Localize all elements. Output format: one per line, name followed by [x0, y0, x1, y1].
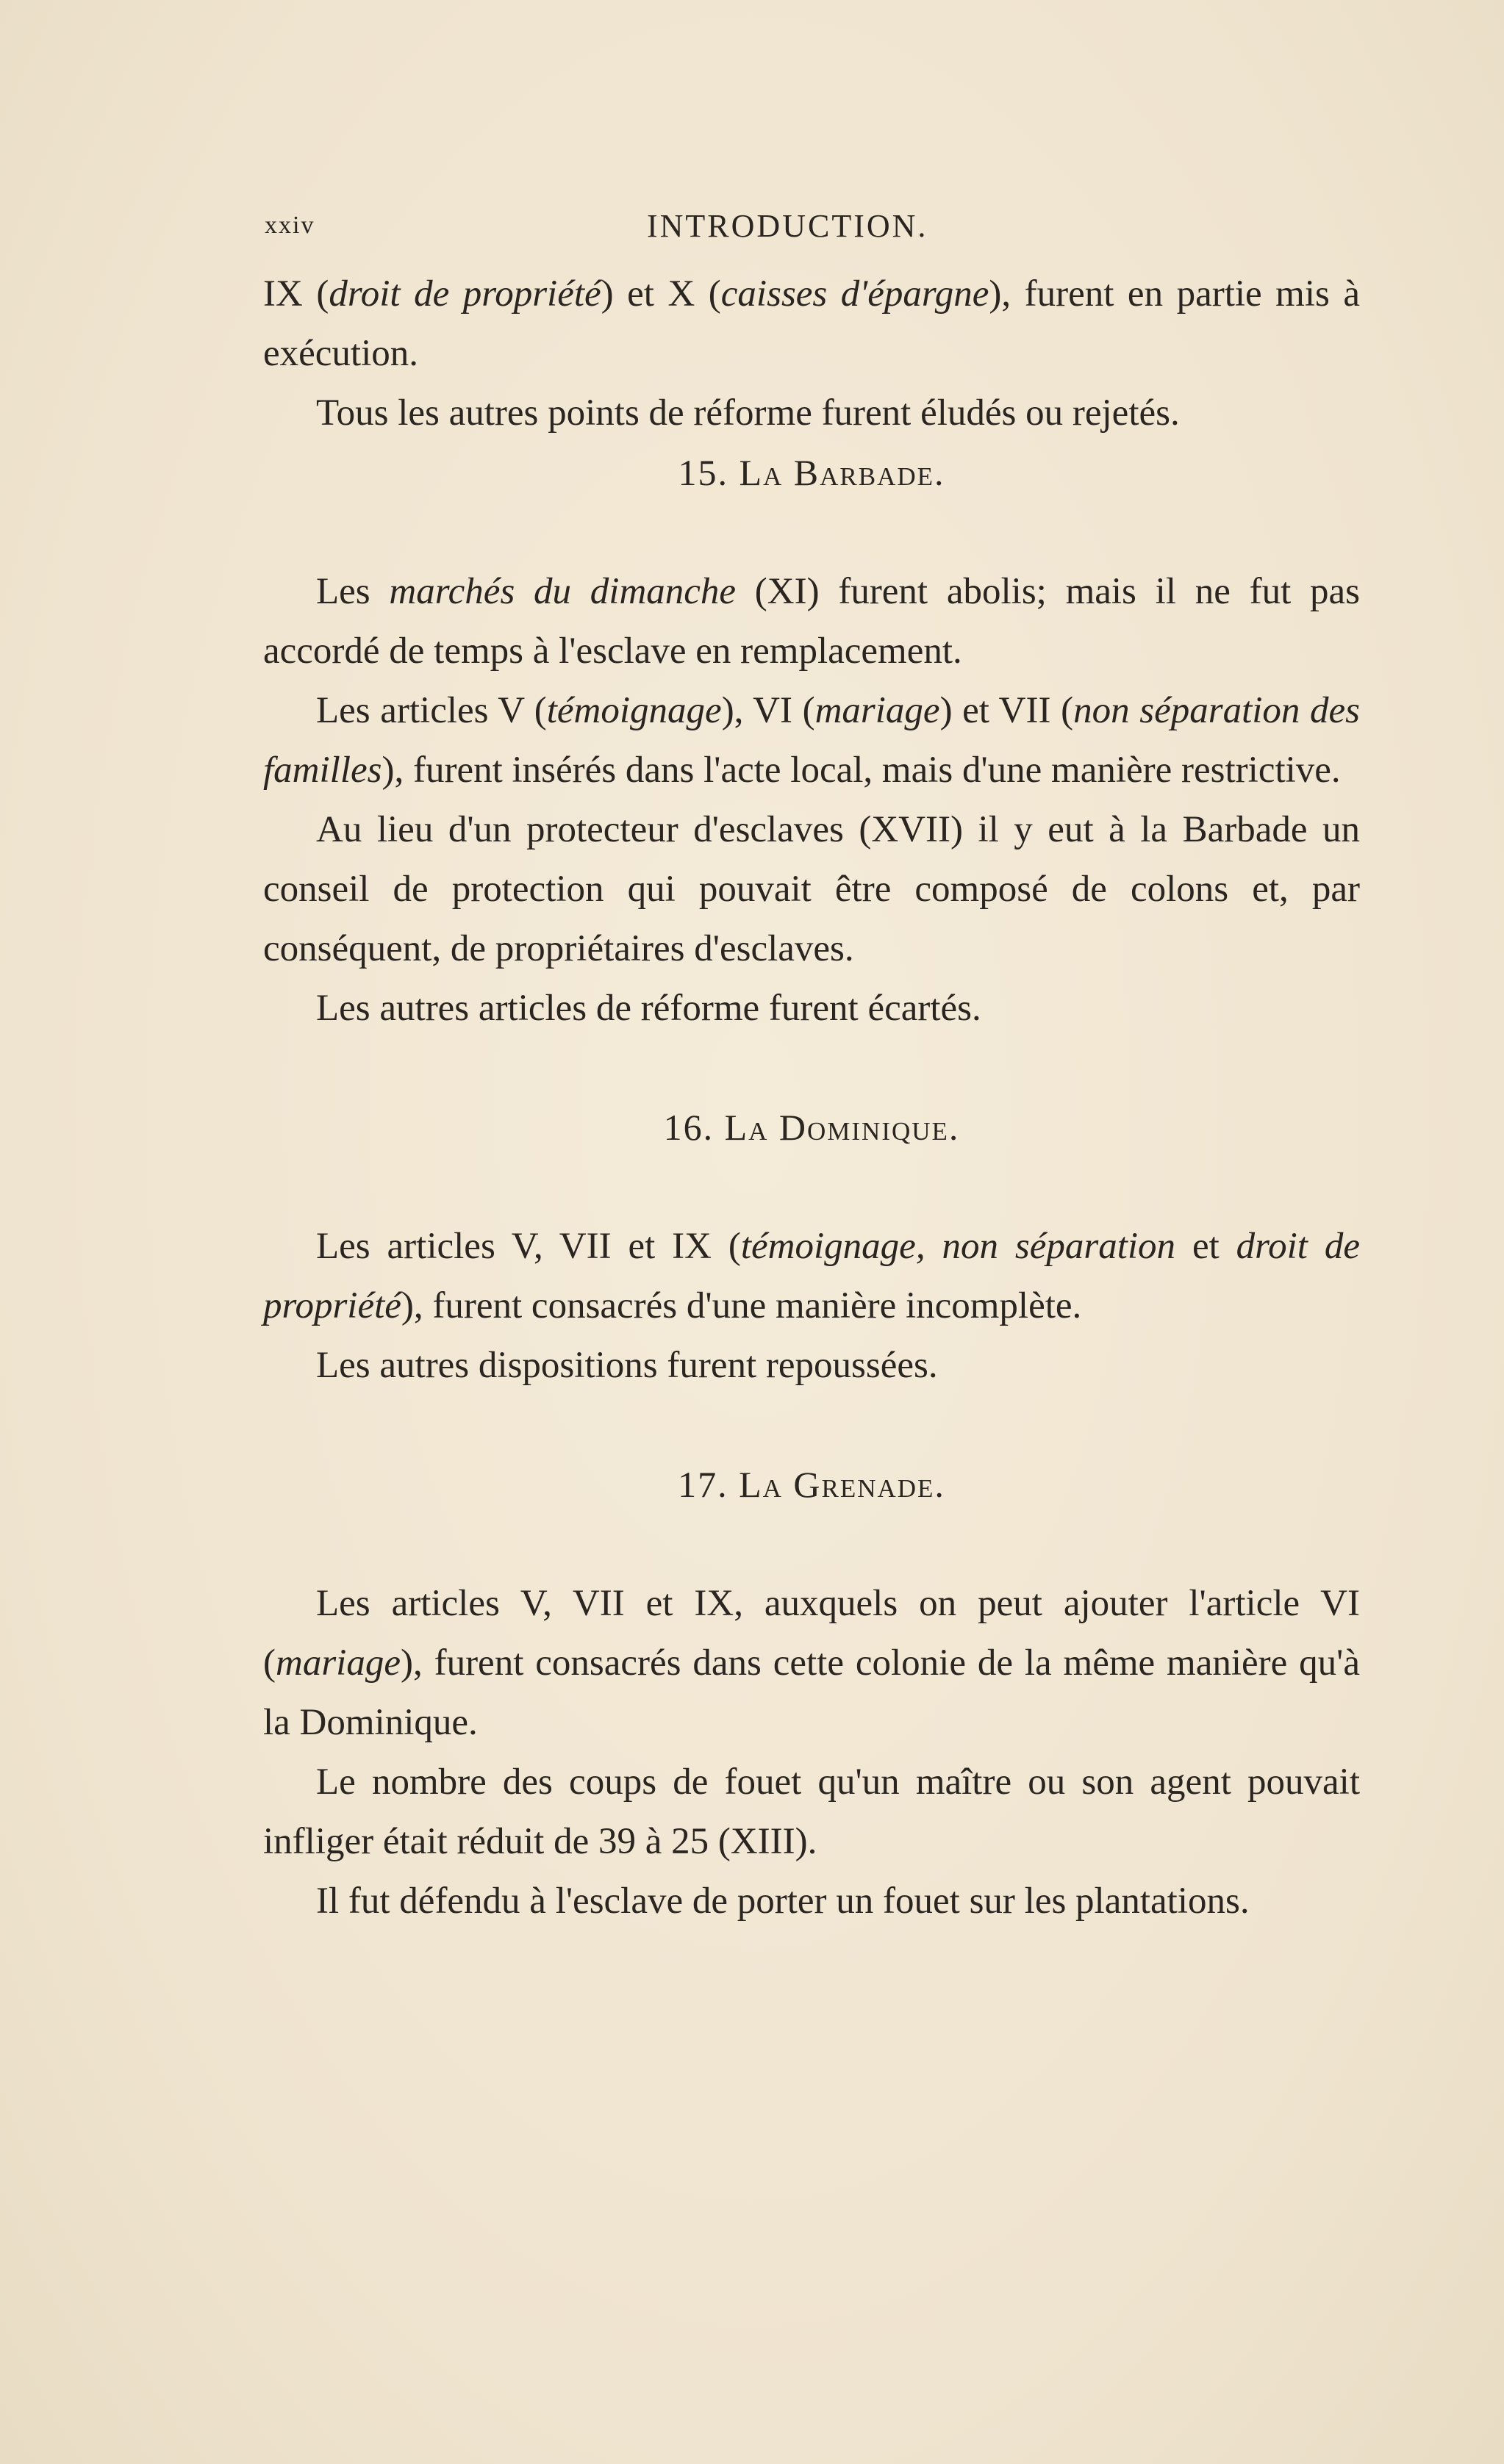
section-heading-17: 17. La Grenade.	[678, 1464, 945, 1505]
paragraph-1: IX (droit de propriété) et X (caisses d'épargne), furent en partie mis à exécution.	[263, 273, 1361, 374]
paragraph-5: Au lieu d'un protecteur d'esclaves (XVII) il y eut à la Barbade un conseil de protection qui pouvait être composé de colons et, par conséquent, de propriétaires d'esclaves.	[263, 809, 1360, 969]
paragraph-7: Les articles V, VII et IX (témoignage, non séparation et droit de propriété), furent consacrés d'une manière incomplète.	[263, 1226, 1361, 1326]
paragraph-6: Les autres articles de réforme furent écartés.	[316, 988, 981, 1029]
paragraph-2: Tous les autres points de réforme furent éludés ou rejetés.	[316, 392, 1180, 434]
paragraph-10: Le nombre des coups de fouet qu'un maître ou son agent pouvait infliger était réduit de 39 à 25 (XIII).	[263, 1761, 1360, 1862]
running-header	[265, 207, 1360, 251]
page-number: xxiv	[265, 212, 315, 239]
paragraph-11: Il fut défendu à l'esclave de porter un fouet sur les plantations.	[316, 1881, 1250, 1922]
running-title: INTRODUCTION.	[647, 208, 928, 244]
paragraph-8: Les autres dispositions furent repoussées.	[316, 1345, 938, 1386]
paragraph-3: Les marchés du dimanche (XI) furent abolis; mais il ne fut pas accordé de temps à l'esclave en remplacement.	[263, 571, 1360, 672]
section-heading-15: 15. La Barbade.	[678, 452, 945, 493]
body-text	[263, 265, 1360, 1931]
paragraph-9: Les articles V, VII et IX, auxquels on peut ajouter l'article VI (mariage), furent consacrés dans cette colonie de la même manière qu'à la Dominique.	[263, 1583, 1360, 1743]
paragraph-4: Les articles V (témoignage), VI (mariage) et VII (non séparation des familles), furent insérés dans l'acte local, mais d'une manière restrictive.	[263, 690, 1361, 791]
section-heading-16: 16. La Dominique.	[663, 1107, 960, 1148]
